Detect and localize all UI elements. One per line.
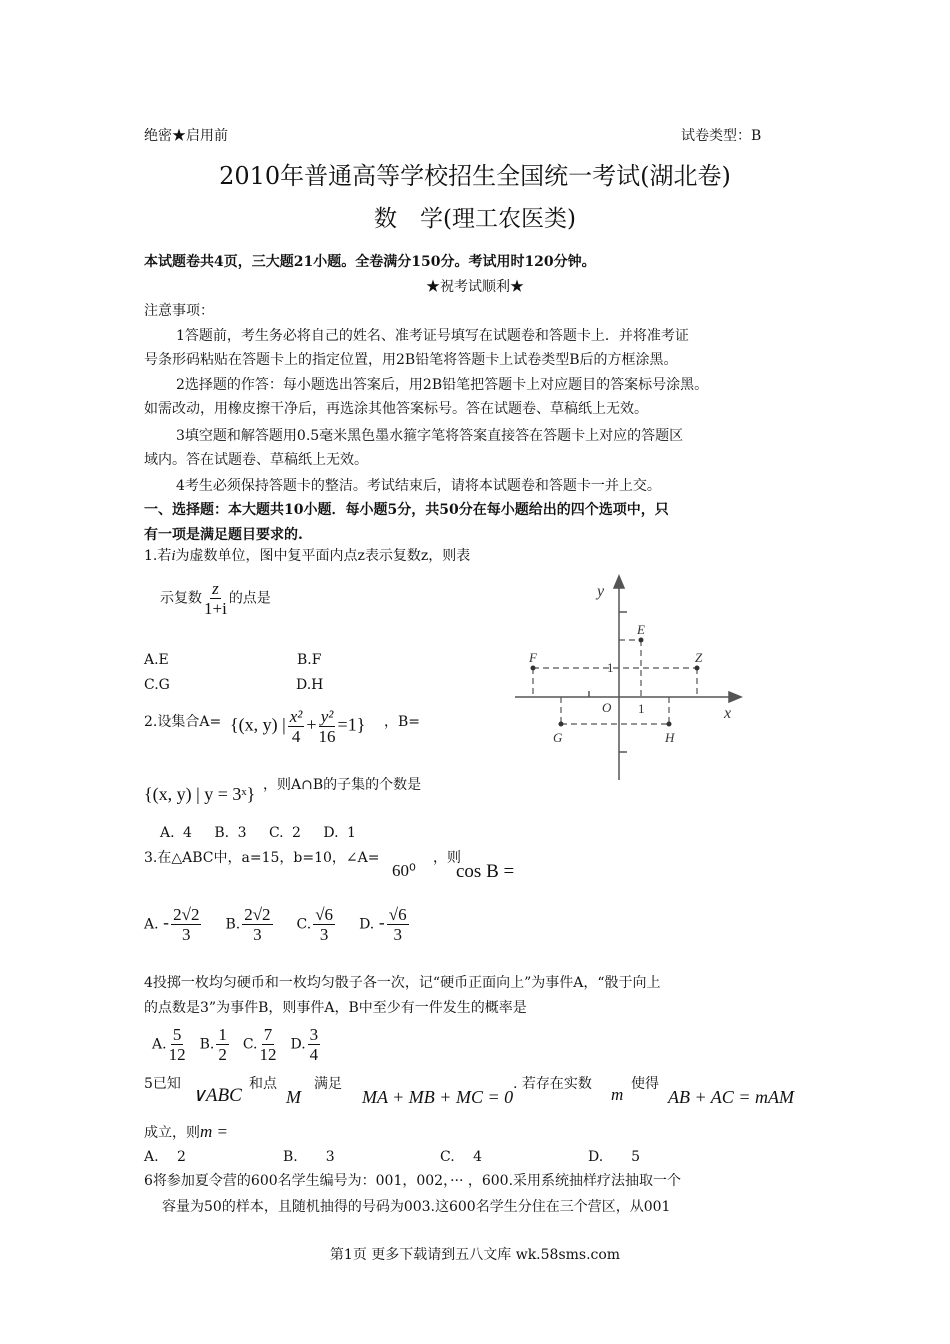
- x-label: x: [724, 705, 732, 722]
- label-e: E: [637, 622, 645, 637]
- q4-stem: 4投掷一枚均匀硬币和一枚均匀骰子各一次，记“硬币正面向上”为事件A，“骰于向上: [144, 975, 661, 991]
- vector-equation-1: MA + MB + MC = 0: [362, 1087, 514, 1107]
- q1-stem: 1.若i为虚数单位，图中复平面内点z表示复数z，则表: [144, 548, 471, 564]
- set-b: {(x, y) | y = 3ˣ}: [144, 784, 256, 804]
- point-e: [639, 638, 644, 643]
- y-unit-label: 1: [607, 660, 614, 675]
- section-heading: 一、选择题：本大题共10小题．每小题5分，共50分在每小题给出的四个选项中，只: [144, 502, 669, 518]
- q5-option-c: C. 4: [440, 1149, 483, 1165]
- confidential-label: 绝密★启用前: [144, 128, 228, 144]
- note-2-cont: 如需改动，用橡皮擦干净后，再选涂其他答案标号。答在试题卷、草稿纸上无效。: [144, 401, 648, 417]
- point-z: [695, 666, 700, 671]
- q6-stem-cont: 容量为50的样本，且随机抽得的号码为003.这600名学生分住在三个营区，从001: [162, 1199, 671, 1215]
- point-m: M: [286, 1087, 301, 1107]
- paper-type: 试卷类型：B: [681, 128, 762, 144]
- exam-title: 2010年普通高等学校招生全国统一考试(湖北卷): [219, 162, 731, 190]
- q5-option-d: D. 5: [588, 1149, 641, 1165]
- q1-option-a: A.E: [144, 652, 169, 668]
- notes-title: 注意事项：: [144, 303, 214, 319]
- triangle-abc: ∨ABC: [192, 1085, 242, 1106]
- q2-options: A. 4 B. 3 C. 2 D. 1: [160, 825, 356, 841]
- angle-value: 60⁰: [392, 861, 416, 880]
- cos-b: cos B =: [456, 861, 515, 882]
- point-f: [531, 666, 536, 671]
- q1-option-c: C.G: [144, 677, 170, 693]
- exam-subtitle: 数 学(理工农医类): [374, 206, 576, 232]
- q5-holds: 成立，则m =: [144, 1122, 228, 1141]
- label-z: Z: [695, 650, 703, 665]
- q3-then: ，则: [433, 850, 461, 866]
- q3-option-d: D. - $\frac{√6}{3}$: [359, 905, 407, 944]
- complex-plane-figure: [505, 572, 750, 787]
- real-m: m: [611, 1085, 624, 1104]
- wish-line: ★祝考试顺利★: [426, 279, 524, 295]
- q5-such-that: 使得: [631, 1076, 659, 1092]
- q3-option-b: B. $\frac{2√2}{3}$: [225, 905, 271, 944]
- q4-options: [152, 1026, 322, 1063]
- q5-satisfy: 满足: [314, 1076, 342, 1092]
- x-unit-label: 1: [638, 701, 645, 716]
- q4-option-b: B. $\frac{1}{2}$: [199, 1025, 227, 1064]
- q1-option-b: B.F: [297, 652, 322, 668]
- q4-option-a: A. $\frac{5}{12}$: [152, 1025, 186, 1064]
- q3-option-a: A. - $\frac{2√2}{3}$: [144, 905, 200, 944]
- label-f: F: [529, 650, 537, 665]
- q4-stem-cont: 的点数是3”为事件B，则事件A，B中至少有一件发生的概率是: [144, 1000, 527, 1016]
- q3-stem: 3.在△ABC中，a=15，b=10，∠A=: [144, 850, 380, 866]
- q2-question: ，则A∩B的子集的个数是: [263, 777, 422, 793]
- label-h: H: [665, 730, 675, 745]
- y-label: y: [597, 583, 605, 600]
- point-h: [667, 722, 672, 727]
- q2-stem: 2.设集合A=: [144, 714, 222, 730]
- vector-equation-2: AB + AC = mAM: [668, 1087, 794, 1107]
- note-1-cont: 号条形码粘贴在答题卡上的指定位置，用2B铅笔将答题卡上试卷类型B后的方框涂黑。: [144, 352, 678, 368]
- q5-known: 5已知: [144, 1076, 181, 1092]
- q5-option-b: B. 3: [283, 1149, 335, 1165]
- q4-option-d: D. $\frac{3}{4}$: [290, 1025, 319, 1064]
- q4-option-c: C. $\frac{7}{12}$: [242, 1025, 277, 1064]
- note-4: 4考生必须保持答题卡的整洁。考试结束后，请将本试题卷和答题卡一并上交。: [176, 478, 661, 494]
- section-heading-cont: 有一项是满足题目要求的.: [144, 527, 303, 543]
- q5-if-exists: . 若存在实数: [513, 1076, 592, 1092]
- note-2: 2选择题的作答：每小题选出答案后，用2B铅笔把答题卡上对应题目的答案标号涂黑。: [176, 377, 709, 393]
- origin-label: O: [602, 700, 612, 715]
- q1-stem-cont: 示复数 $\frac{z}{1+i}$ 的点是: [160, 579, 271, 618]
- point-g: [559, 722, 564, 727]
- q5-option-a: A. 2: [144, 1149, 186, 1165]
- exam-summary: 本试题卷共4页，三大题21小题。全卷满分150分。考试用时120分钟。: [144, 254, 596, 270]
- page-footer: 第1页 更多下载请到五八文库 wk.58sms.com: [329, 1247, 621, 1263]
- q2-b-label: ，B=: [384, 714, 421, 730]
- q6-stem: 6将参加夏令营的600名学生编号为：001，002，··· ，600.采用系统抽样疗法抽取一个: [144, 1173, 682, 1189]
- label-g: G: [553, 730, 563, 745]
- note-1: 1答题前，考生务必将自己的姓名、准考证号填写在试题卷和答题卡上．并将准考证: [176, 328, 689, 344]
- note-3: 3填空题和解答题用0.5毫米黑色墨水箍字笔将答案直接答在答题卡上对应的答题区: [176, 428, 684, 444]
- q1-option-d: D.H: [296, 677, 324, 693]
- q3-options: [144, 906, 411, 943]
- note-3-cont: 域内。答在试题卷、草稿纸上无效。: [144, 452, 368, 468]
- set-a: {(x, y) | $\frac{\text{x²}}{4}$ + $\frac{\text{y²}}{16}$ =1}: [230, 707, 366, 746]
- q3-option-c: C. $\frac{√6}{3}$: [296, 905, 334, 944]
- q5-and-point: 和点: [249, 1076, 277, 1092]
